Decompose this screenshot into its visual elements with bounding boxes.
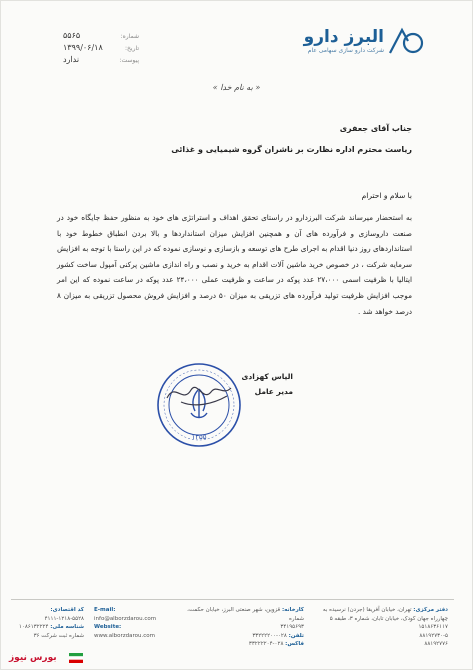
signatory-name: الیاس کهزادی <box>241 372 293 381</box>
factory-label: کارخانه: <box>281 607 304 613</box>
reg-label: شماره ثبت شرکت <box>41 632 84 639</box>
factory-text: قزوین، شهر صنعتی البرز، خیابان حکمت، شماره <box>187 607 304 622</box>
reg-number: ۳۶ <box>33 632 40 639</box>
footer-ids <box>4 606 84 640</box>
footer-web <box>94 606 174 640</box>
date-label: تاریخ: <box>125 45 139 52</box>
letter-body: به استحضار میرساند شرکت البرزدارو در راستای تحقق اهداف و استراتژی های خود به منظور حفظ جایگاه خود در صنعت داروسازی و فرآورده های آن و همچنین افزایش میزان استانداردها و بالا بردن انطباق خطوط خود با استانداردهای روز دنیا اقدام به اجرای طرح های توسعه و بازسازی و نوسازی نموده که در این راستا با توجه به افزایش سرمایه شرکت ، در خصوص خرید ماشین آلات اقدام به خرید و نصب و راه اندازی ماشین پرکنی آمپول ساخت کشور ایتالیا با ظرفیت اسمی ۲۷،۰۰۰ عدد پوکه در ساعت و ظرفیت عملی ۲۴،۰۰۰ عدد پوکه در ساعت نموده که این امر موجب افزایش ظرفیت تولید فرآورده های تزریقی به میزان ۵۰ درصد و افزایش فروش محصول تزریقی به میزان ۸ درصد خواهد شد . <box>57 213 413 316</box>
website-label: Website: <box>94 624 122 630</box>
seal-year: ۱۳۵۵ <box>191 433 207 441</box>
date-value: ۱۳۹۹/۰۶/۱۸ <box>63 43 103 52</box>
website-link[interactable]: www.alborzdarou.com <box>94 632 155 639</box>
company-name: البرز دارو <box>303 26 384 47</box>
factory-postal: ۳۴۱۹۵۶۹۳ <box>280 624 304 630</box>
number-value: ۵۵۶۵ <box>63 31 81 40</box>
main-phone: ۸۸۱۹۲۷۳۰-۵ <box>419 632 448 639</box>
fax-label: فاکس: <box>285 641 304 647</box>
recipient-block <box>61 124 412 166</box>
handwritten-signature <box>161 374 241 412</box>
meta-date <box>59 43 139 55</box>
company-tagline: شرکت دارو سازی سهامی عام <box>307 46 384 54</box>
signature-block <box>183 372 293 396</box>
company-logo <box>304 27 424 55</box>
factory-phone: ۰۲۸-۳۳۲۲۲۲۰۰ <box>252 632 287 639</box>
phone-label: تلفن: <box>288 632 304 639</box>
address-text: تهران، خیابان آفریقا (جردن) نرسیده به چهارراه جهان کودک، خیابان تابان، شماره ۳، طبقه ۵ <box>322 607 448 622</box>
national-label: شناسه ملی: <box>50 624 84 630</box>
economic-label: کد اقتصادی: <box>50 607 84 613</box>
attachment-value: ندارد <box>63 55 80 64</box>
letter-footer <box>11 599 454 652</box>
footer-factory <box>184 606 304 649</box>
main-fax: ۸۸۱۹۲۷۷۶ <box>424 641 448 647</box>
factory-fax: ۰۲۸-۳۳۲۲۲۲۰۴ <box>248 641 284 647</box>
basmala: « به نام خدا » <box>212 83 261 92</box>
salutation: با سلام و احترام <box>361 191 412 200</box>
recipient-title: ریاست محترم اداره نظارت بر ناشران گروه شیمیایی و غذائی <box>171 145 412 154</box>
national-id: ۱۰۸۶۱۳۲۲۲۴ <box>18 624 49 630</box>
letter-meta <box>59 31 139 67</box>
alborz-logo-icon <box>388 27 424 55</box>
signatory-title: مدیر عامل <box>254 387 293 396</box>
flag-icon <box>69 653 83 663</box>
email-link[interactable]: info@alborzdarou.com <box>94 615 157 622</box>
email-label: E-mail: <box>94 607 116 613</box>
economic-code: ۴۱۱۱-۱۲۱۸-۵۵۲۸ <box>44 615 84 622</box>
number-label: شماره: <box>120 33 139 40</box>
footer-address <box>318 606 448 649</box>
recipient-name: جناب آقای جعفری <box>339 124 412 133</box>
address-label: دفتر مرکزی: <box>413 607 448 613</box>
meta-number <box>59 31 139 43</box>
postal-code: ۱۵۱۸۶۳۶۱۱۷ <box>418 624 448 630</box>
watermark-text: بورس نیوز <box>9 653 57 663</box>
attachment-label: پیوست: <box>119 57 139 64</box>
meta-attachment <box>59 55 139 67</box>
